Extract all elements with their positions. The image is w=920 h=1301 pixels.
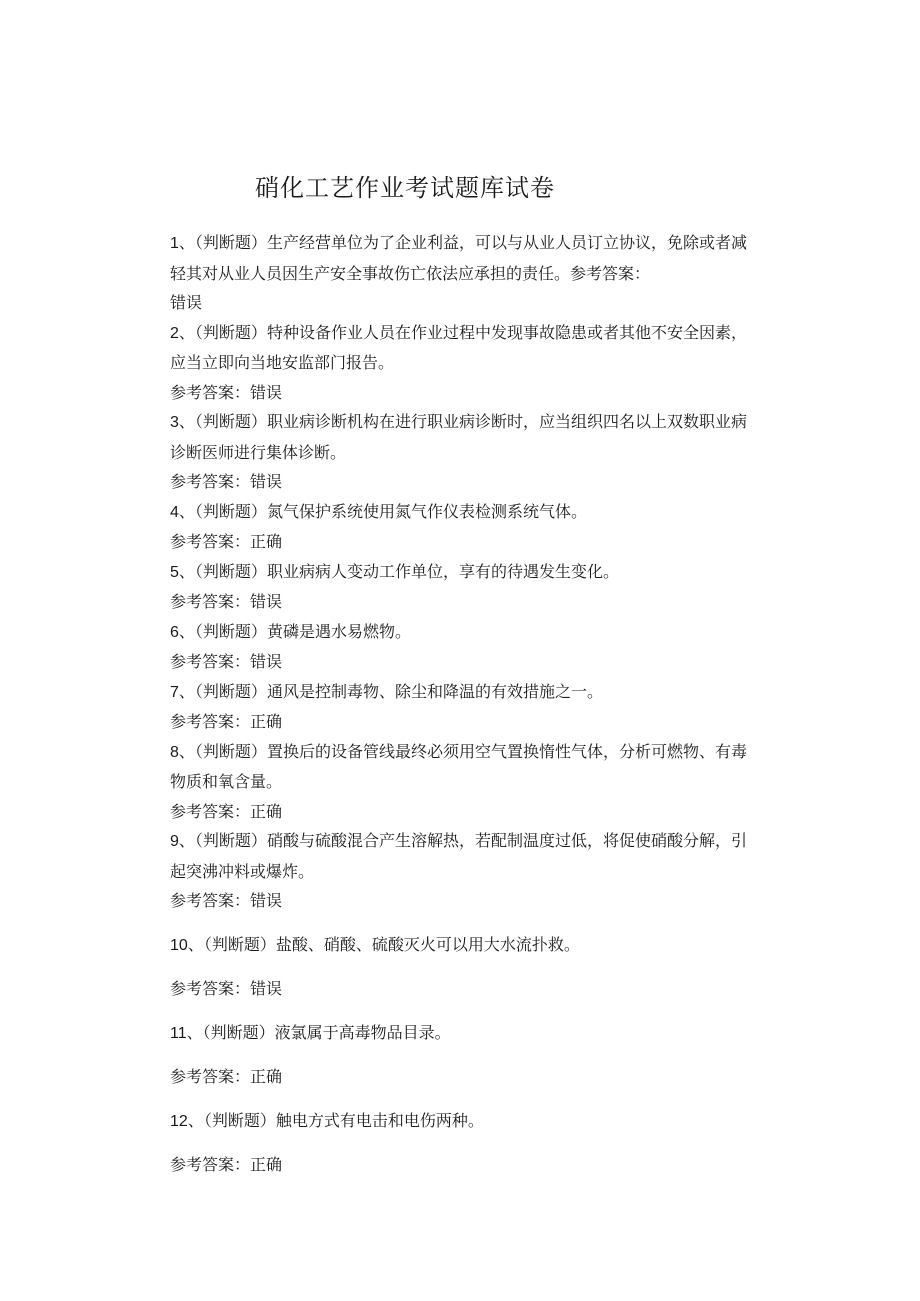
document-title: 硝化工艺作业考试题库试卷	[255, 174, 555, 202]
answer-value: 正确	[250, 532, 283, 551]
answer-label: 参考答案：	[170, 532, 251, 551]
answer-label: 参考答案：	[570, 263, 651, 283]
question-type: （判断题）	[203, 934, 276, 954]
answer-value: 错误	[170, 293, 203, 312]
question-4	[170, 497, 750, 528]
question-type: （判断题）	[194, 322, 267, 342]
question-10	[170, 930, 750, 961]
question-number: 6	[170, 623, 179, 641]
question-1	[170, 228, 750, 318]
question-text: 职业病诊断机构在进行职业病诊断时，应当组织四名以上双数职业病诊断医师进行集体诊断。	[170, 412, 747, 462]
question-9	[170, 826, 750, 886]
question-number: 11	[170, 1024, 187, 1042]
answer-label: 参考答案：	[170, 1067, 251, 1086]
question-5	[170, 557, 750, 588]
answer-label: 参考答案：	[170, 891, 251, 910]
question-text: 氮气保护系统使用氮气作仪表检测系统气体。	[266, 501, 587, 521]
answer-value: 正确	[250, 801, 283, 821]
answer-label: 参考答案：	[170, 979, 251, 998]
question-text: 职业病病人变动工作单位，享有的待遇发生变化。	[266, 561, 619, 581]
question-type: （判断题）	[194, 741, 267, 761]
answer-value: 错误	[250, 891, 283, 910]
question-separator: 、	[178, 621, 195, 641]
answer-12	[170, 1150, 750, 1180]
question-separator: 、	[178, 741, 195, 761]
answer-label: 参考答案：	[170, 652, 251, 671]
question-text: 盐酸、硝酸、硫酸灭火可以用大水流扑救。	[275, 934, 580, 954]
answer-value: 正确	[250, 1155, 283, 1174]
answer-label: 参考答案：	[170, 472, 251, 491]
answer-label: 参考答案：	[170, 592, 251, 611]
question-number: 7	[170, 683, 179, 701]
answer-value: 错误	[250, 382, 283, 402]
answer-value: 错误	[250, 652, 283, 671]
question-separator: 、	[178, 561, 195, 581]
answer-6	[170, 647, 750, 677]
question-11	[170, 1018, 750, 1049]
answer-9	[170, 886, 750, 916]
question-type: （判断题）	[194, 561, 267, 581]
answer-value: 错误	[250, 979, 283, 998]
question-number: 4	[170, 503, 179, 521]
question-type: （判断题）	[194, 412, 267, 431]
answer-11	[170, 1062, 750, 1092]
question-6	[170, 617, 750, 648]
question-8	[170, 737, 750, 797]
answer-value: 错误	[250, 592, 283, 611]
answer-value: 错误	[250, 472, 283, 491]
question-type: （判断题）	[203, 1110, 276, 1130]
question-number: 12	[170, 1112, 188, 1130]
answer-3	[170, 467, 750, 497]
question-text: 触电方式有电击和电伤两种。	[275, 1110, 484, 1130]
question-separator: 、	[186, 1022, 203, 1042]
answer-10	[170, 974, 750, 1004]
question-12	[170, 1106, 750, 1137]
answer-label: 参考答案：	[170, 1155, 251, 1174]
question-number: 10	[170, 936, 188, 954]
question-type: （判断题）	[202, 1022, 275, 1042]
question-text: 硝酸与硫酸混合产生溶解热，若配制温度过低，将促使硝酸分解，引起突沸冲料或爆炸。	[170, 831, 747, 881]
question-separator: 、	[178, 501, 195, 521]
question-number: 8	[170, 743, 179, 761]
answer-7	[170, 707, 750, 737]
question-type: （判断题）	[194, 501, 267, 521]
question-text: 特种设备作业人员在作业过程中发现事故隐患或者其他不安全因素，应当立即向当地安监部门报告。	[170, 322, 747, 372]
question-number: 5	[170, 563, 179, 581]
question-text: 生产经营单位为了企业利益，可以与从业人员订立协议，免除或者减轻其对从业人员因生产安全事故伤亡依法应承担的责任。	[170, 233, 747, 283]
question-text: 液氯属于高毒物品目录。	[274, 1022, 451, 1042]
answer-2	[170, 378, 750, 408]
question-separator: 、	[178, 233, 195, 252]
question-3	[170, 407, 750, 467]
question-text: 置换后的设备管线最终必须用空气置换惰性气体，分析可燃物、有毒物质和氧含量。	[170, 741, 747, 791]
question-7	[170, 677, 750, 708]
question-separator: 、	[178, 412, 195, 431]
question-number: 2	[170, 324, 179, 342]
question-2	[170, 318, 750, 378]
question-number: 3	[170, 414, 179, 431]
question-text: 通风是控制毒物、除尘和降温的有效措施之一。	[266, 681, 603, 701]
answer-8	[170, 797, 750, 827]
question-separator: 、	[178, 831, 195, 850]
question-text: 黄磷是遇水易燃物。	[266, 621, 411, 641]
answer-label: 参考答案：	[170, 801, 251, 821]
question-separator: 、	[187, 934, 204, 954]
question-type: （判断题）	[194, 831, 267, 850]
answer-value: 正确	[250, 1067, 283, 1086]
answer-label: 参考答案：	[170, 712, 251, 731]
answer-value: 正确	[250, 712, 283, 731]
answer-5	[170, 587, 750, 617]
question-number: 9	[170, 833, 179, 850]
question-type: （判断题）	[194, 681, 267, 701]
answer-4	[170, 527, 750, 557]
question-separator: 、	[187, 1110, 204, 1130]
question-type: （判断题）	[194, 621, 267, 641]
question-type: （判断题）	[194, 233, 267, 252]
question-number: 1	[170, 235, 179, 252]
question-list	[170, 228, 750, 1180]
question-separator: 、	[178, 681, 195, 701]
question-separator: 、	[178, 322, 195, 342]
answer-label: 参考答案：	[170, 382, 251, 402]
